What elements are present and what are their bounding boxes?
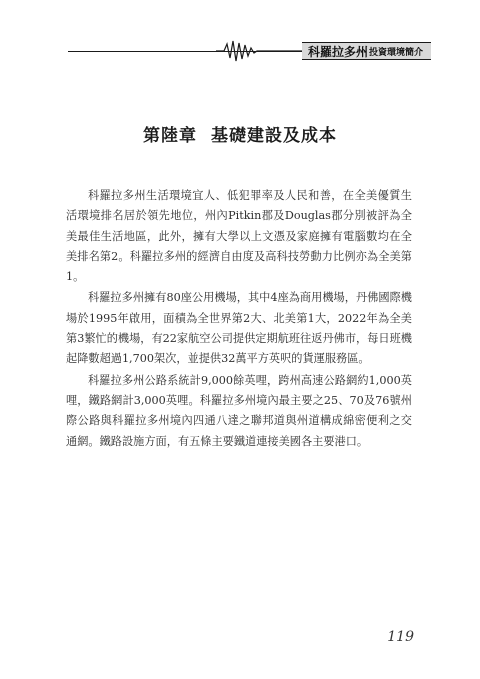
header-title-sub: 投資環境簡介 (369, 47, 424, 58)
chapter-heading: 基礎建設及成本 (211, 126, 337, 146)
header-title-main: 科羅拉多州 (308, 44, 369, 59)
paragraph-living-environment: 科羅拉多州生活環境宜人、低犯罪率及人民和善，在全美優質生活環境排名居於領先地位，州內Pitkin郡及Douglas郡分別被評為全美最佳生活地區，此外，擁有大學以上文憑及家庭擁有電腦數均在全美排名第2。科羅拉多州的經濟自由度及高科技勞動力比例亦為全美第1。 (66, 189, 412, 284)
header-title-tab (302, 42, 431, 60)
chapter-body (66, 186, 412, 453)
paragraph-roads-rail: 科羅拉多州公路系統計9,000餘英哩，跨州高速公路網約1,000英哩，鐵路網計3,000英哩。科羅拉多州境內最主要之25、70及76號州際公路與科羅拉多州境內四通八達之聯邦道與州道構成綿密便利之交通網。鐵路設施方面，有五條主要鐵道連接美國各主要港口。 (66, 373, 412, 448)
paragraph-airports: 科羅拉多州擁有80座公用機場，其中4座為商用機場，丹佛國際機場於1995年啟用，面積為全世界第2大、北美第1大，2022年為全美第3繁忙的機場，有22家航空公司提供定期航班往返丹佛市，每日班機起降數超過1,700架次，並提供32萬平方英呎的貨運服務區。 (66, 291, 412, 366)
chapter-title (0, 121, 480, 146)
page-number: 119 (387, 629, 414, 645)
pulse-line-icon (216, 39, 306, 63)
running-header (68, 36, 424, 60)
chapter-number: 第陸章 (143, 126, 197, 146)
